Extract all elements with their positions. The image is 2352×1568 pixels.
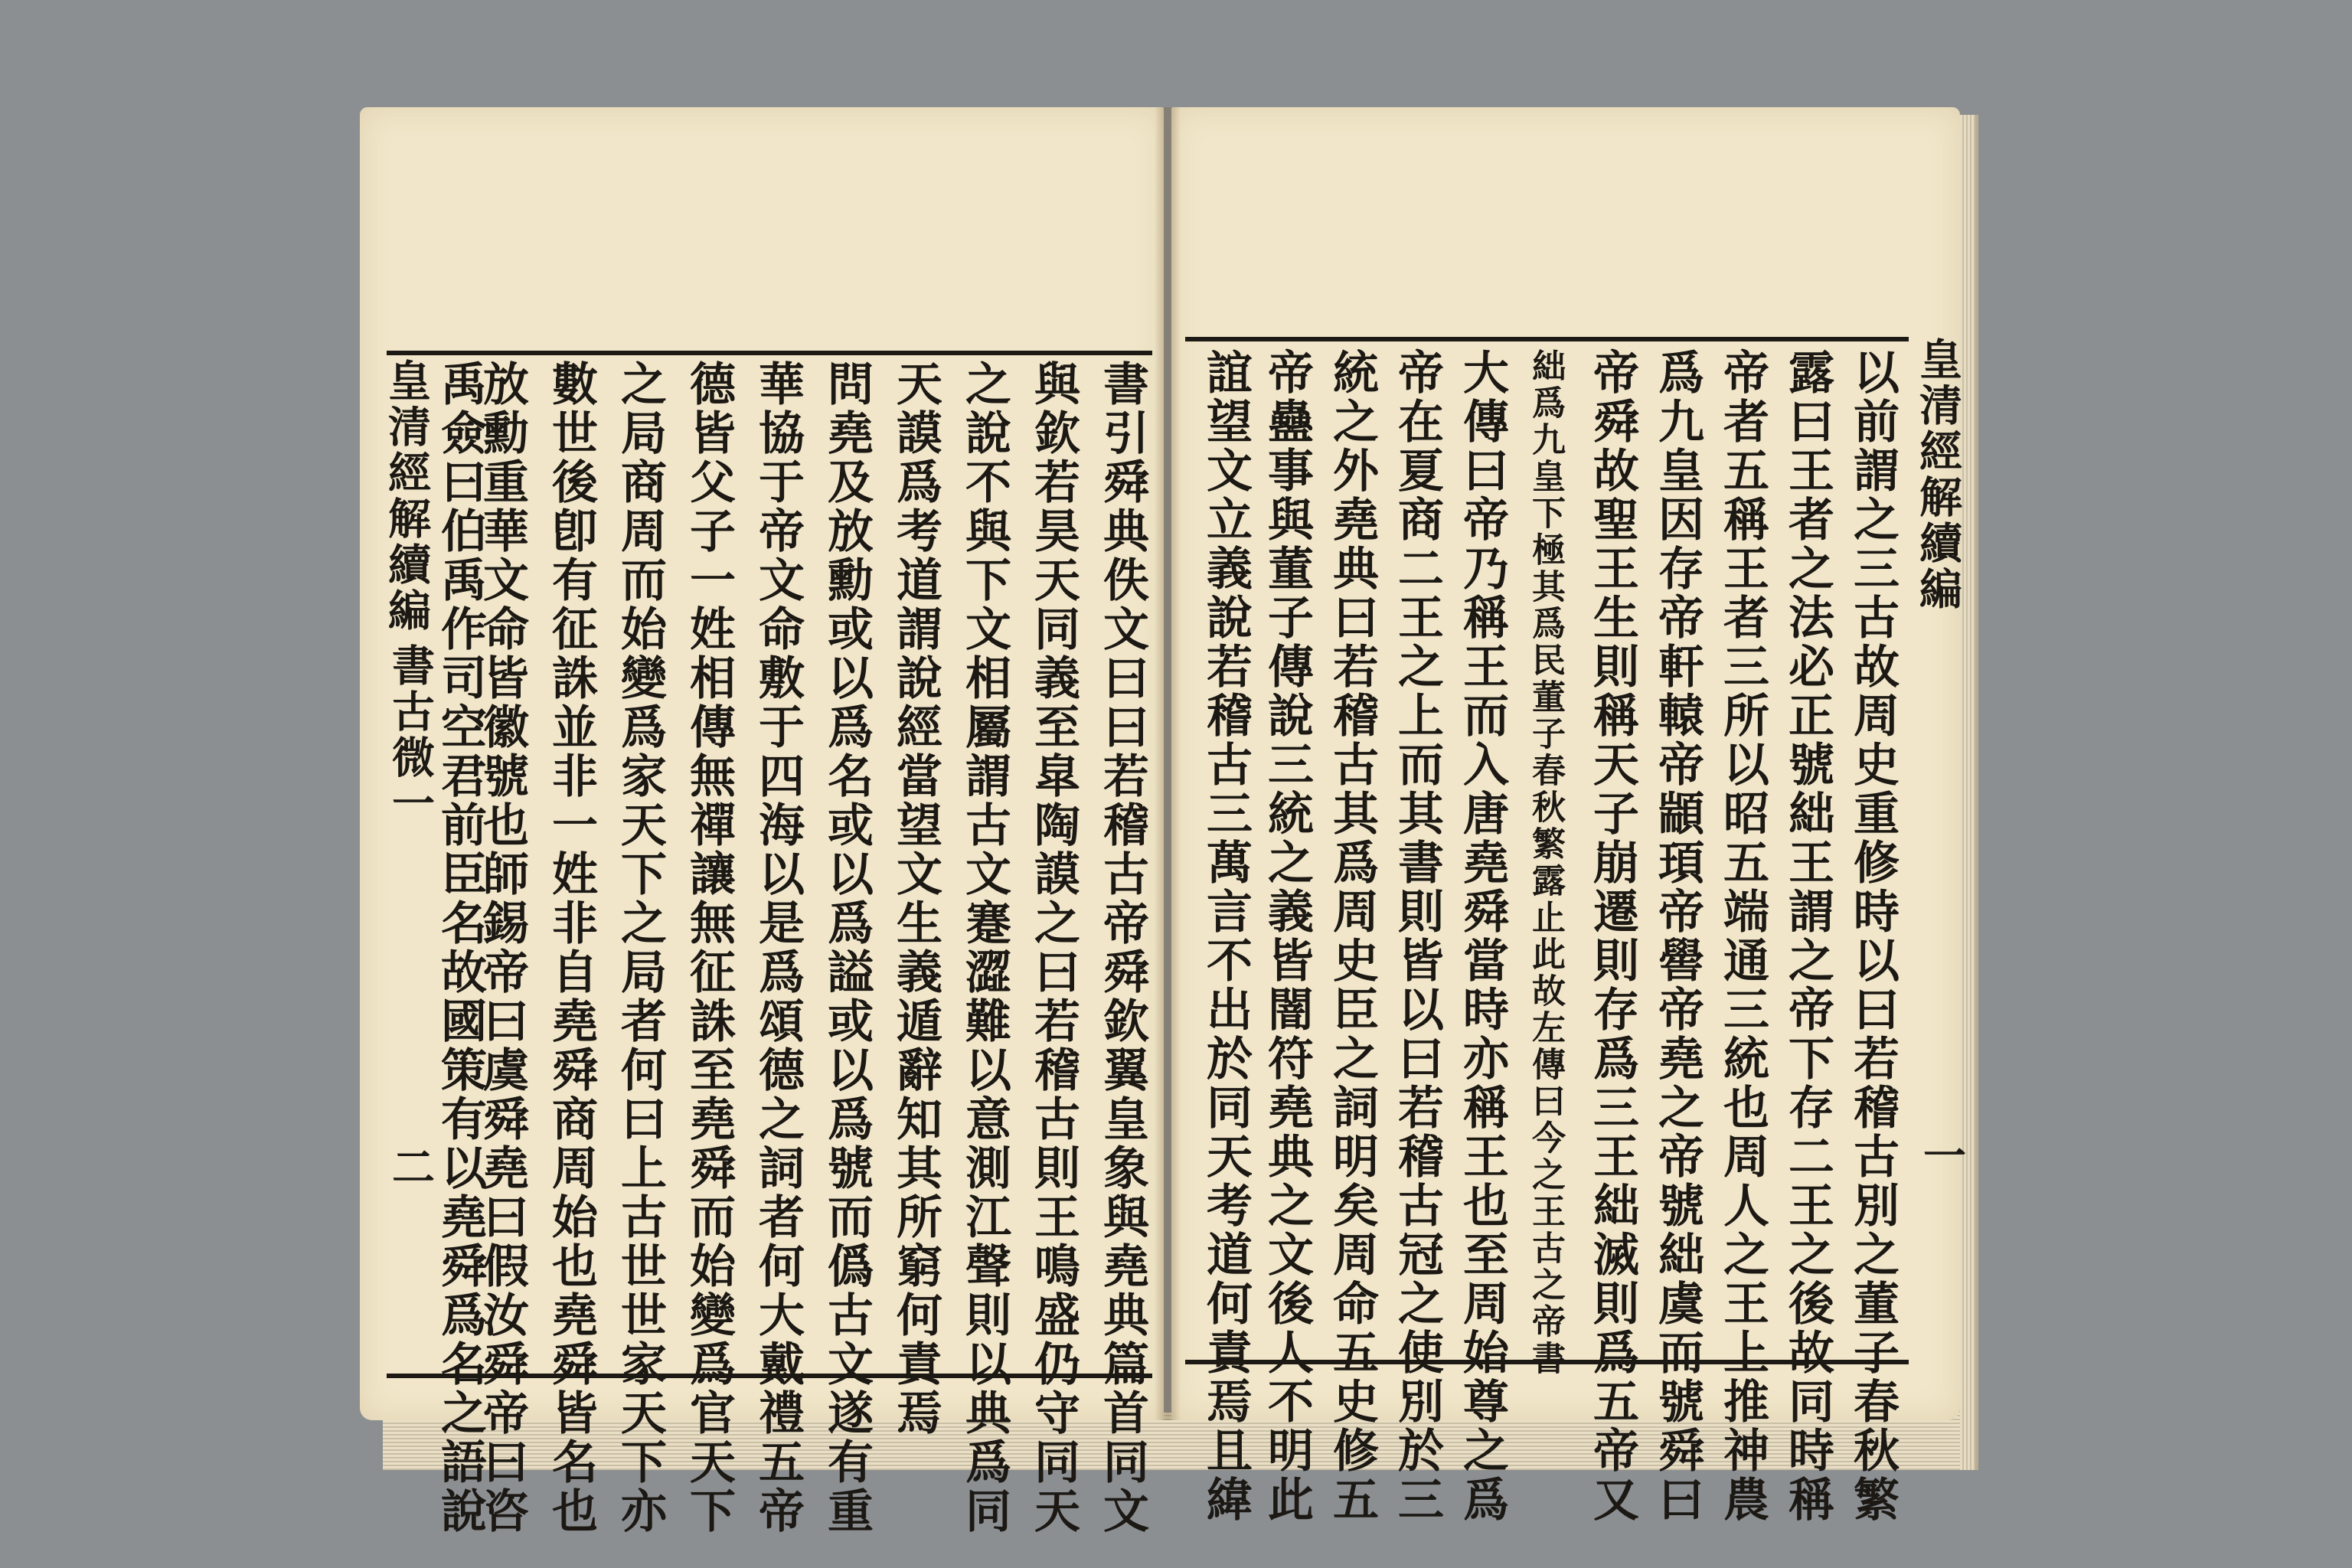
right-column-4: 爲九皇因存帝軒轅帝顓頊帝嚳帝堯之帝號絀虞而號舜曰 xyxy=(1651,348,1704,1524)
right-column-11: 誼望文立義說若稽古三萬言不出於同天考道何責焉且緯 xyxy=(1199,348,1253,1524)
left-side-title: 皇清經解續編 xyxy=(381,358,432,634)
right-column-9: 統之外堯典曰若稽古其爲周史臣之詞明矣周命五史修五 xyxy=(1325,348,1379,1524)
right-column-2: 露曰王者之法必正號絀王謂之帝下存二王之後故同時稱 xyxy=(1781,348,1834,1524)
left-side-section: 書古微一 xyxy=(385,643,436,827)
left-column-6: 華協于帝文命敷于四海以是爲頌德之詞者何大戴禮五帝 xyxy=(751,360,805,1536)
right-column-6: 絀爲九皇下極其爲民董子春秋繁露止此故左傳曰今之王古之帝書 xyxy=(1526,348,1565,1377)
left-column-1: 書引舜典佚文曰曰若稽古帝舜欽翼皇象與堯典篇首同文 xyxy=(1096,360,1149,1536)
left-column-4: 天謨爲考道謂說經當望文生義遁辭知其所窮何責焉 xyxy=(889,360,942,1438)
left-column-5: 問堯及放勳或以爲名或以爲謚或以爲號而僞古文遂有重 xyxy=(820,360,874,1536)
right-column-8: 帝在夏商二王之上而其書則皆以曰若稽古冠之使別於三 xyxy=(1390,348,1444,1524)
left-column-7: 德皆父子一姓相傳無禪讓無征誅至堯舜而始變爲官天下 xyxy=(682,360,736,1536)
right-column-10: 帝蠱事與董子傳說三統之義皆闇符堯典之文後人不明此 xyxy=(1260,348,1314,1524)
book-gutter xyxy=(1155,107,1181,1420)
right-column-1: 以前謂之三古故周史重修時以曰若稽古別之董子春秋繁 xyxy=(1846,348,1900,1524)
right-column-7: 大傳曰帝乃稱王而入唐堯舜當時亦稱王也至周始尊之爲 xyxy=(1455,348,1509,1524)
left-column-11: 禹僉曰伯禹作司空君前臣名故國策有以堯舜爲名之語說 xyxy=(433,360,487,1536)
left-column-2: 與欽若昊天同義至皐陶謨之曰若稽古則王鳴盛仍守同天 xyxy=(1027,360,1080,1536)
left-column-9: 數世後卽有征誅並非一姓非自堯舜商周始也堯舜皆名也 xyxy=(544,360,598,1536)
left-column-3: 之說不與下文相屬謂古文蹇澀難以意測江聲則以典爲同 xyxy=(958,360,1011,1536)
right-side-title: 皇清經解續編 xyxy=(1913,337,1963,612)
left-page-number: 二 xyxy=(385,1145,436,1191)
left-column-10: 放勳重華文命皆徽號也師錫帝曰虞舜堯曰假汝舜帝曰咨 xyxy=(475,360,529,1536)
right-column-3: 帝者五稱王者三所以昭五端通三統也周人之王上推神農 xyxy=(1716,348,1769,1524)
right-column-5: 帝舜故聖王生則稱天子崩遷則存爲三王絀滅則爲五帝又 xyxy=(1586,348,1639,1524)
left-column-8: 之局商周而始變爲家天下之局者何曰上古世世家天下亦 xyxy=(613,360,667,1536)
right-page-number: 一 xyxy=(1916,1133,1967,1179)
